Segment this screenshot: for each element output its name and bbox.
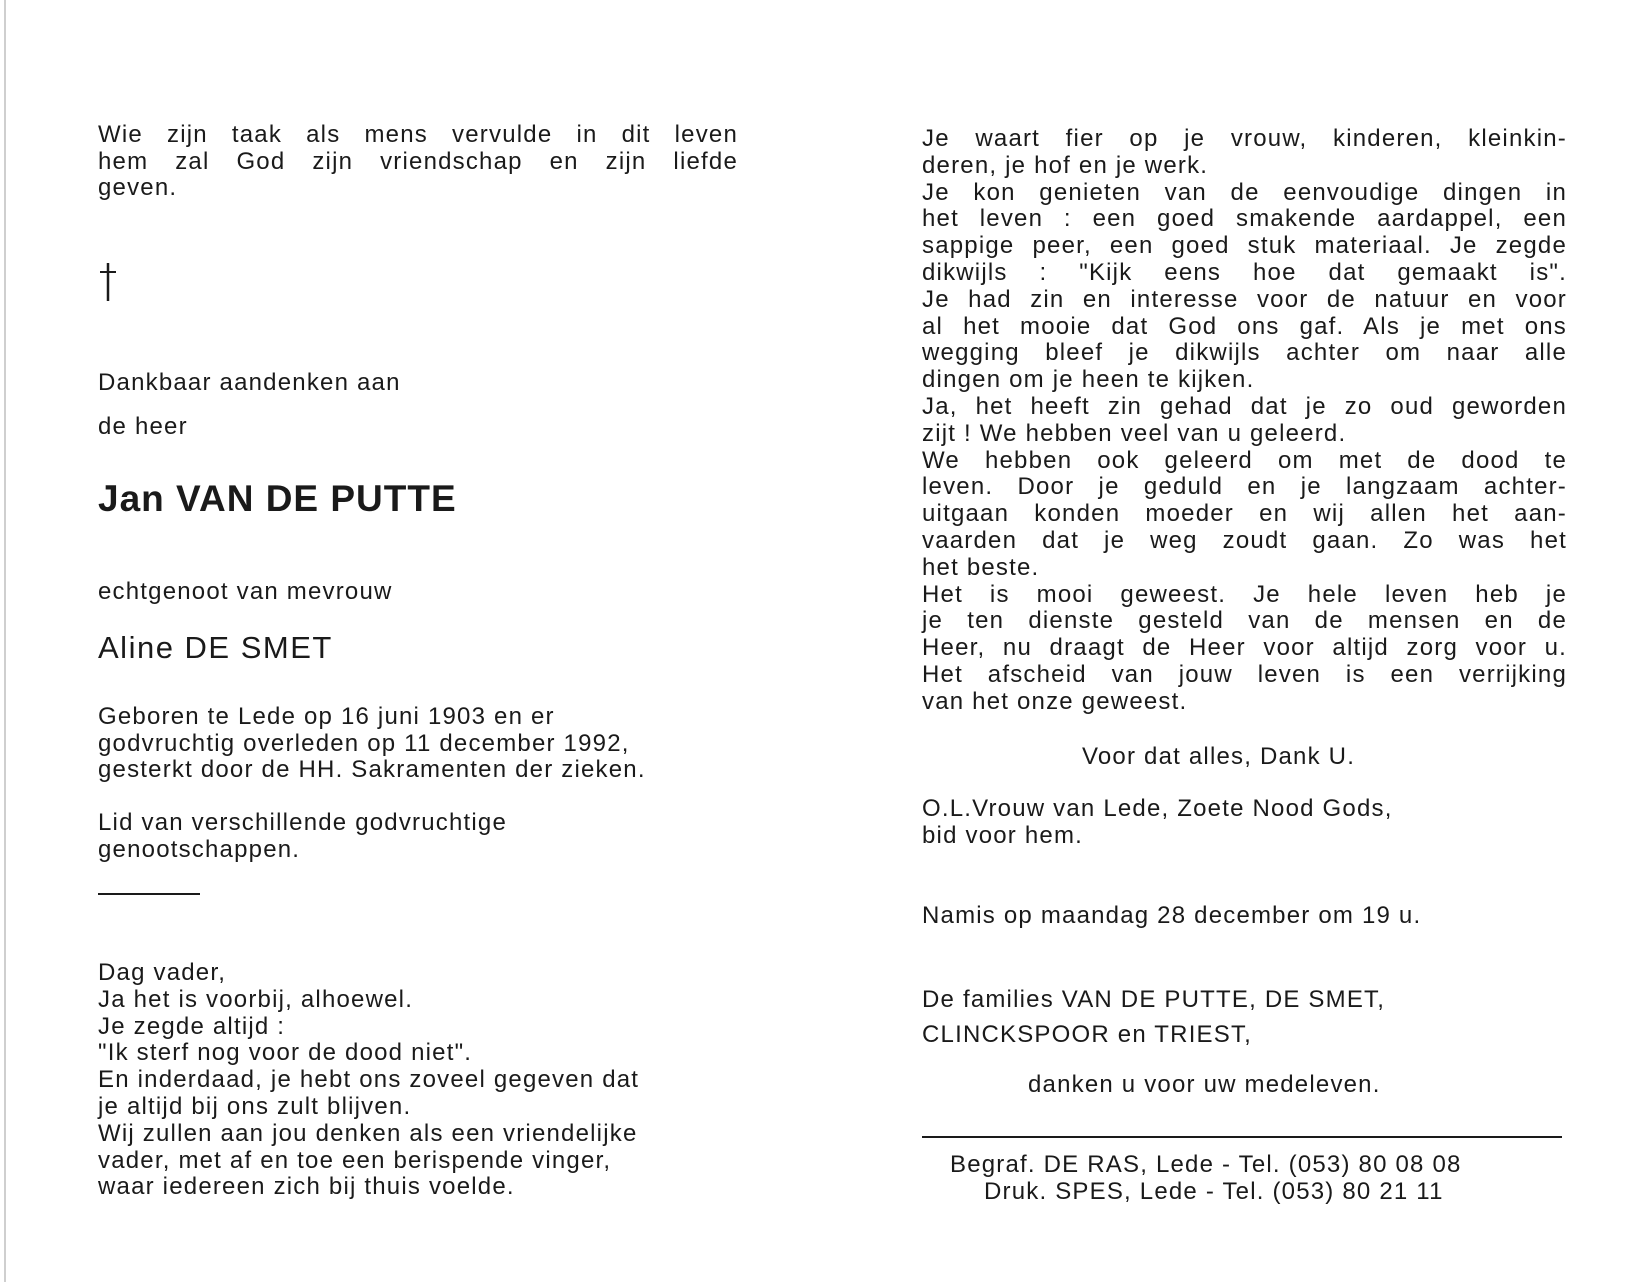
opening-verse — [98, 122, 738, 202]
verse-line: hem zal God zijn vriendschap en zijn liefde — [98, 147, 738, 175]
dankbaar-line: Dankbaar aandenken aan — [98, 369, 401, 396]
tribute-line: Het afscheid van jouw leven is een verrijking — [922, 660, 1567, 688]
tribute-line: Je had zin en interesse voor de natuur en voor — [922, 285, 1567, 313]
danken-line: danken u voor uw medeleven. — [1028, 1071, 1381, 1098]
lid-line: genootschappen. — [98, 835, 301, 863]
poem-line: Ja het is voorbij, alhoewel. — [98, 985, 414, 1013]
prayer-line: O.L.Vrouw van Lede, Zoete Nood Gods, — [922, 795, 1393, 822]
families-line: De families VAN DE PUTTE, DE SMET, — [922, 986, 1386, 1013]
tribute-line: je ten dienste gesteld van de mensen en de — [922, 607, 1567, 635]
tribute-line: We hebben ook geleerd om met de dood te — [922, 446, 1567, 474]
tribute-line: leven. Door je geduld en je langzaam achter- — [922, 473, 1567, 501]
tribute-line: al het mooie dat God ons gaf. Als je met ons — [922, 312, 1567, 340]
tribute-line: zijt ! We hebben veel van u geleerd. — [922, 419, 1347, 447]
tribute-line: dikwijls : "Kijk eens hoe dat gemaakt is". — [922, 258, 1567, 286]
deceased-name: Jan VAN DE PUTTE — [98, 478, 457, 519]
poem-line: Wij zullen aan jou denken als een vriendelijke — [98, 1119, 638, 1147]
poem-line: waar iedereen zich bij thuis voelde. — [98, 1173, 515, 1201]
tribute-line: vaarden dat je weg zoudt gaan. Zo was het — [922, 526, 1567, 554]
echtgenoot-line: echtgenoot van mevrouw — [98, 578, 393, 605]
tribute-line: sappige peer, een goed stuk materiaal. Je zegde — [922, 232, 1567, 260]
printer-info — [950, 1151, 1550, 1205]
birth-death-info — [98, 704, 738, 784]
membership-info — [98, 810, 738, 863]
tribute-line: deren, je hof en je werk. — [922, 151, 1209, 179]
poem-line: Je zegde altijd : — [98, 1012, 286, 1040]
poem-line: vader, met af en toe een berispende vinger, — [98, 1146, 612, 1174]
tribute-line: van het onze geweest. — [922, 687, 1188, 715]
cross-icon — [98, 262, 118, 302]
prayer-line: bid voor hem. — [922, 821, 1084, 849]
poem-line: je altijd bij ons zult blijven. — [98, 1092, 412, 1120]
tribute-line: het leven : een goed smakende aardappel, een — [922, 205, 1567, 233]
tribute-text — [922, 126, 1567, 716]
families — [922, 982, 1567, 1052]
lid-line: Lid van verschillende godvruchtige — [98, 809, 508, 836]
tribute-line: Je kon genieten van de eenvoudige dingen in — [922, 178, 1567, 206]
namis-line: Namis op maandag 28 december om 19 u. — [922, 902, 1422, 929]
verse-line: Wie zijn taak als mens vervulde in dit leven — [98, 121, 738, 148]
tribute-line: Je waart fier op je vrouw, kinderen, kleinkin- — [922, 125, 1567, 152]
verse-line: geven. — [98, 174, 178, 202]
tribute-line: Het is mooi geweest. Je hele leven heb je — [922, 580, 1567, 608]
printer-line: Druk. SPES, Lede - Tel. (053) 80 21 11 — [984, 1178, 1444, 1205]
tribute-line: het beste. — [922, 553, 1040, 581]
families-line: CLINCKSPOOR en TRIEST, — [922, 1021, 1253, 1048]
poem-line: En inderdaad, je hebt ons zoveel gegeven dat — [98, 1066, 640, 1094]
wife-name: Aline DE SMET — [98, 630, 333, 665]
section-divider — [98, 893, 200, 895]
page-edge — [4, 0, 6, 1282]
tribute-line: uitgaan konden moeder en wij allen het aan- — [922, 500, 1567, 528]
de-heer-line: de heer — [98, 413, 188, 440]
footer-divider — [922, 1136, 1562, 1138]
poem-line: Dag vader, — [98, 959, 227, 986]
birth-line: gesterkt door de HH. Sakramenten der zieken. — [98, 756, 646, 783]
tribute-line: Ja, het heeft zin gehad dat je zo oud geworden — [922, 392, 1567, 420]
thanks-line: Voor dat alles, Dank U. — [1082, 743, 1356, 770]
prayer — [922, 796, 1567, 849]
birth-line: godvruchtig overleden op 11 december 1992, — [98, 729, 630, 757]
birth-line: Geboren te Lede op 16 juni 1903 en er — [98, 703, 555, 730]
tribute-line: Heer, nu draagt de Heer voor altijd zorg voor u. — [922, 634, 1567, 662]
tribute-line: dingen om je heen te kijken. — [922, 366, 1255, 394]
poem — [98, 960, 738, 1201]
poem-line: "Ik sterf nog voor de dood niet". — [98, 1039, 473, 1067]
printer-line: Begraf. DE RAS, Lede - Tel. (053) 80 08 08 — [950, 1151, 1462, 1178]
tribute-line: wegging bleef je dikwijls achter om naar alle — [922, 339, 1567, 367]
